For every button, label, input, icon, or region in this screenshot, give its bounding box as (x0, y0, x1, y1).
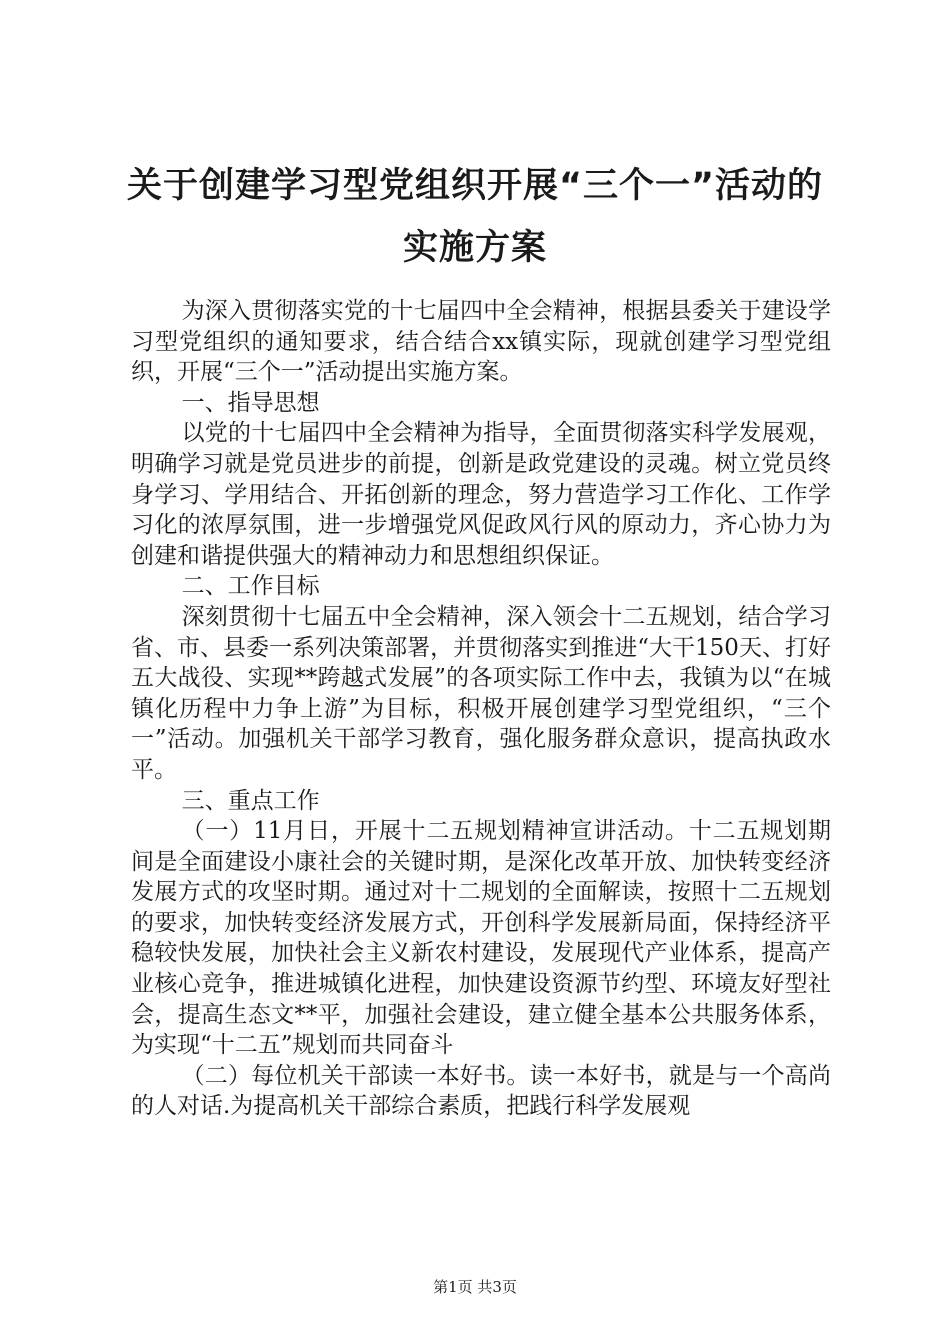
section-heading-key-work: 三、重点工作 (181, 787, 320, 814)
document-body (131, 296, 831, 1122)
work-goals-paragraph: 深刻贯彻十七届五中全会精神，深入领会十二五规划，结合学习省、市、县委一系列决策部署，并贯彻落实到推进“大干150天、打好五大战役、实现**跨越式发展”的各项实际工作中去，我镇为以“在城镇化历程中力争上游”为目标，积极开展创建学习型党组织，“三个一”活动。加强机关干部学习教育，强化服务群众意识，提高执政水平。 (131, 603, 831, 783)
section-heading-guiding-thought: 一、指导思想 (181, 389, 320, 416)
intro-paragraph: 为深入贯彻落实党的十七届四中全会精神，根据县委关于建设学习型党组织的通知要求，结合结合xx镇实际，现就创建学习型党组织，开展“三个一”活动提出实施方案。 (131, 298, 831, 386)
key-work-item-1: （一）11月日，开展十二五规划精神宣讲活动。十二五规划期间是全面建设小康社会的关键时期，是深化改革开放、加快转变经济发展方式的攻坚时期。通过对十二规划的全面解读，按照十二五规划的要求，加快转变经济发展方式，开创科学发展新局面，保持经济平稳较快发展，加快社会主义新农村建设，发展现代产业体系，提高产业核心竞争，推进城镇化进程，加快建设资源节约型、环境友好型社会，提高生态文**平，加强社会建设，建立健全基本公共服务体系，为实现“十二五”规划而共同奋斗 (131, 818, 831, 1059)
page-number-footer: 第1页 共3页 (433, 1278, 517, 1296)
guiding-thought-paragraph: 以党的十七届四中全会精神为指导，全面贯彻落实科学发展观，明确学习就是党员进步的前提，创新是政党建设的灵魂。树立党员终身学习、学用结合、开拓创新的理念，努力营造学习工作化、工作学习化的浓厚氛围，进一步增强党风促政风行风的原动力，齐心协力为创建和谐提供强大的精神动力和思想组织保证。 (131, 420, 831, 569)
section-heading-work-goals: 二、工作目标 (181, 573, 320, 600)
document-title-line-2: 实施方案 (402, 228, 547, 268)
document-title-line-1: 关于创建学习型党组织开展“三个一”活动的 (126, 166, 823, 206)
key-work-item-2: （二）每位机关干部读一本好书。读一本好书，就是与一个高尚的人对话.为提高机关干部综合素质，把践行科学发展观 (131, 1062, 831, 1120)
